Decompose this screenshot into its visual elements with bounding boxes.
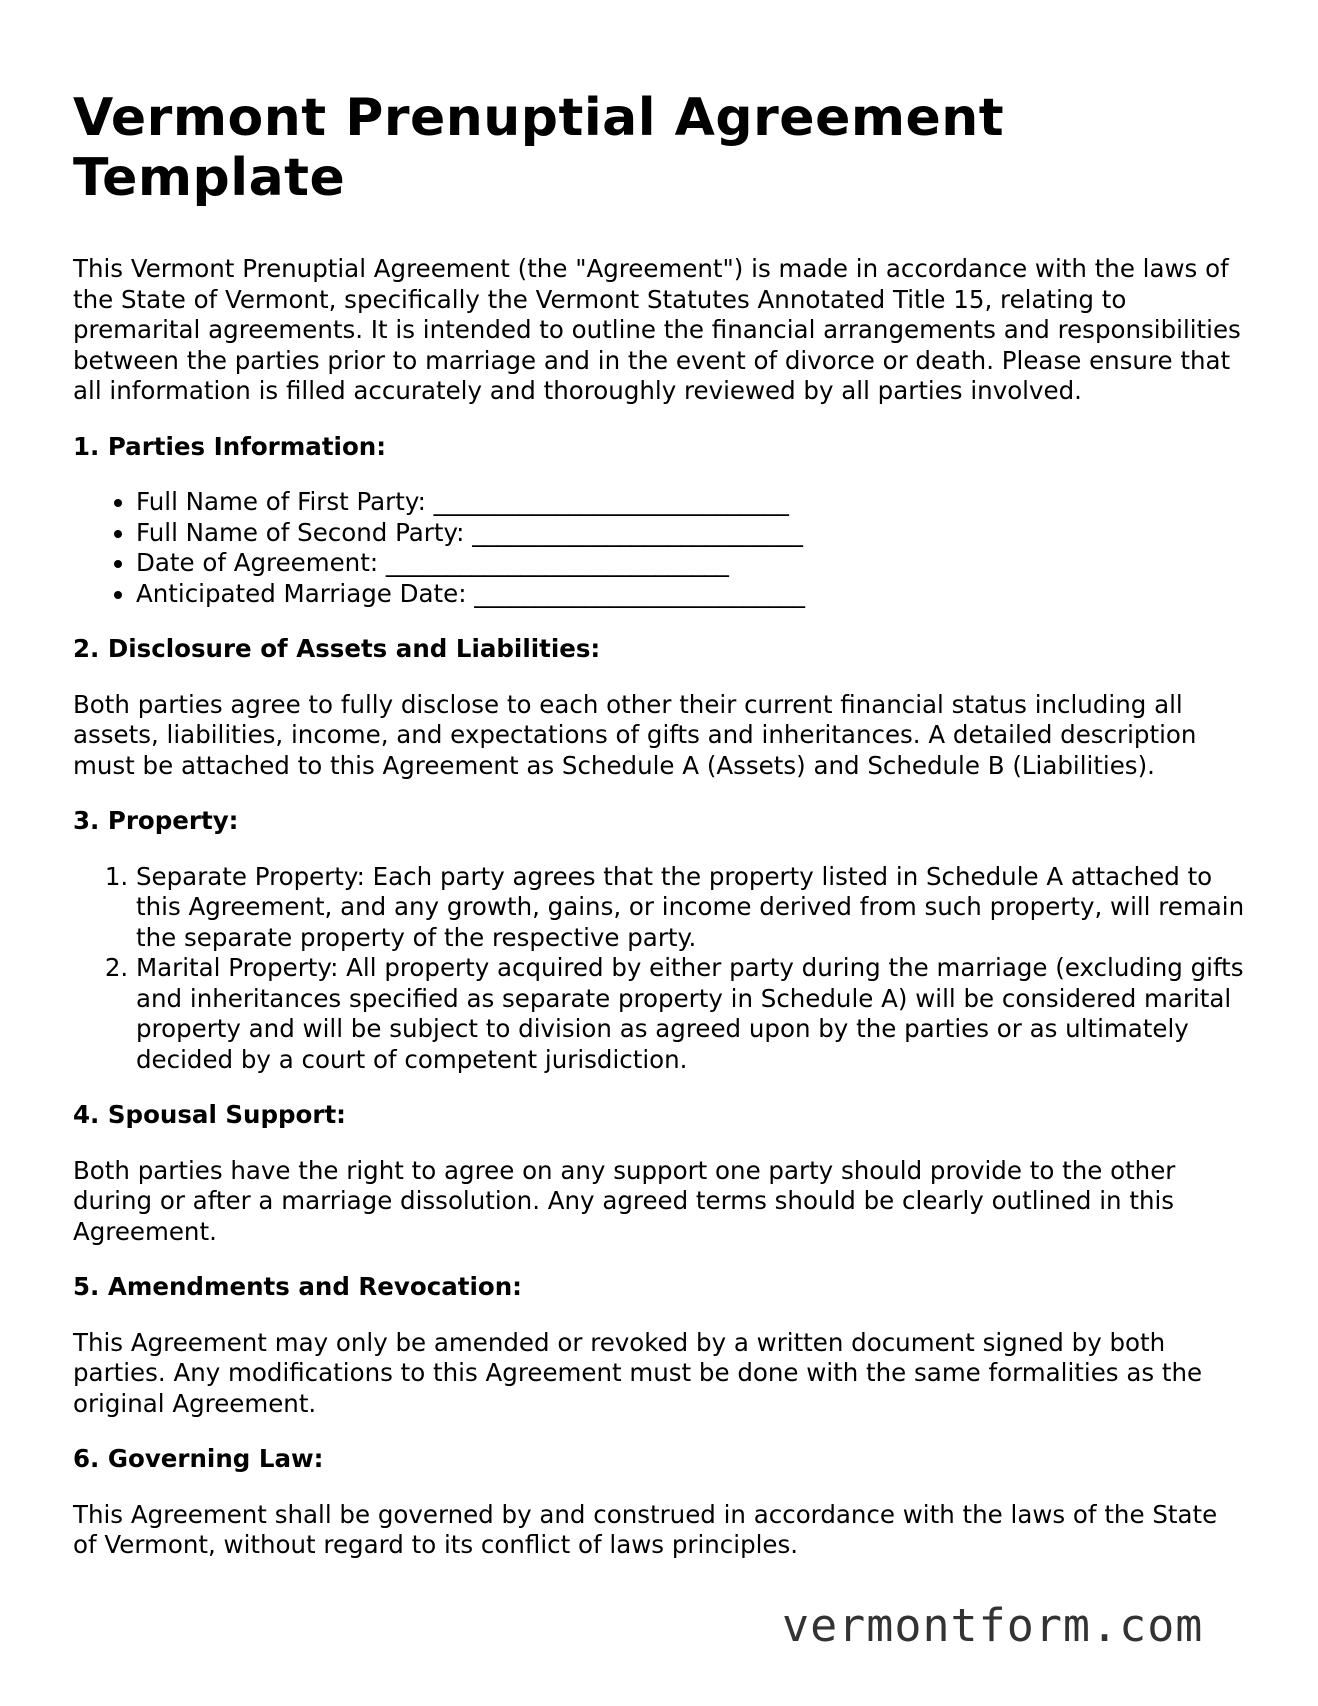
parties-field-list: [73, 487, 1248, 609]
section-heading-spousal-support: 4. Spousal Support:: [73, 1100, 346, 1129]
first-party-name-field[interactable]: • Full Name of First Party: _____________________________: [136, 487, 1248, 518]
section-heading-amendments: 5. Amendments and Revocation:: [73, 1272, 522, 1301]
marriage-date-field[interactable]: • Anticipated Marriage Date: ___________________________: [136, 579, 1248, 610]
section-heading-governing-law: 6. Governing Law:: [73, 1444, 324, 1473]
site-watermark: vermontform.com: [782, 1599, 1204, 1652]
disclosure-paragraph: Both parties agree to fully disclose to each other their current financial status including all assets, liabilities, income, and expectations of gifts and inheritances. A detailed description must be attached to this Agreement as Schedule A (Assets) and Schedule B (Liabilities).: [73, 689, 1197, 780]
amendments-paragraph: This Agreement may only be amended or revoked by a written document signed by both parties. Any modifications to this Agreement must be done with the same formalities as the original Agreement.: [73, 1327, 1203, 1418]
second-party-name-field[interactable]: • Full Name of Second Party: ___________________________: [136, 518, 1248, 549]
section-heading-disclosure: 2. Disclosure of Assets and Liabilities:: [73, 634, 601, 663]
separate-property-item: 1. Separate Property: Each party agrees that the property listed in Schedule A attached to this Agreement, and any growth, gains, or income derived from such property, will remain the separate property of the respective party.: [136, 862, 1248, 954]
document-title: Vermont Prenuptial Agreement Template: [73, 88, 1005, 208]
property-terms-list: [73, 862, 1248, 1076]
marital-property-item: 2. Marital Property: All property acquired by either party during the marriage (excluding gifts and inheritances specified as separate property in Schedule A) will be considered marital property and will be subject to division as agreed upon by the parties or as ultimately decided by a court of competent jurisdiction.: [136, 953, 1248, 1075]
agreement-date-field[interactable]: • Date of Agreement: ____________________________: [136, 548, 1248, 579]
spousal-support-paragraph: Both parties have the right to agree on any support one party should provide to the other during or after a marriage dissolution. Any agreed terms should be clearly outlined in this Agreement.: [73, 1155, 1176, 1246]
intro-paragraph: This Vermont Prenuptial Agreement (the "Agreement") is made in accordance with the laws of the State of Vermont, specifically the Vermont Statutes Annotated Title 15, relating to premarital agreements. It is intended to outline the financial arrangements and responsibilities between the parties prior to marriage and in the event of divorce or death. Please ensure that all information is filled accurately and thoroughly reviewed by all parties involved.: [73, 254, 1241, 405]
document-page: [73, 88, 1248, 1561]
governing-law-paragraph: This Agreement shall be governed by and construed in accordance with the laws of the State of Vermont, without regard to its conflict of laws principles.: [73, 1499, 1218, 1559]
section-heading-parties: 1. Parties Information:: [73, 431, 387, 461]
section-heading-property: 3. Property:: [73, 806, 239, 835]
